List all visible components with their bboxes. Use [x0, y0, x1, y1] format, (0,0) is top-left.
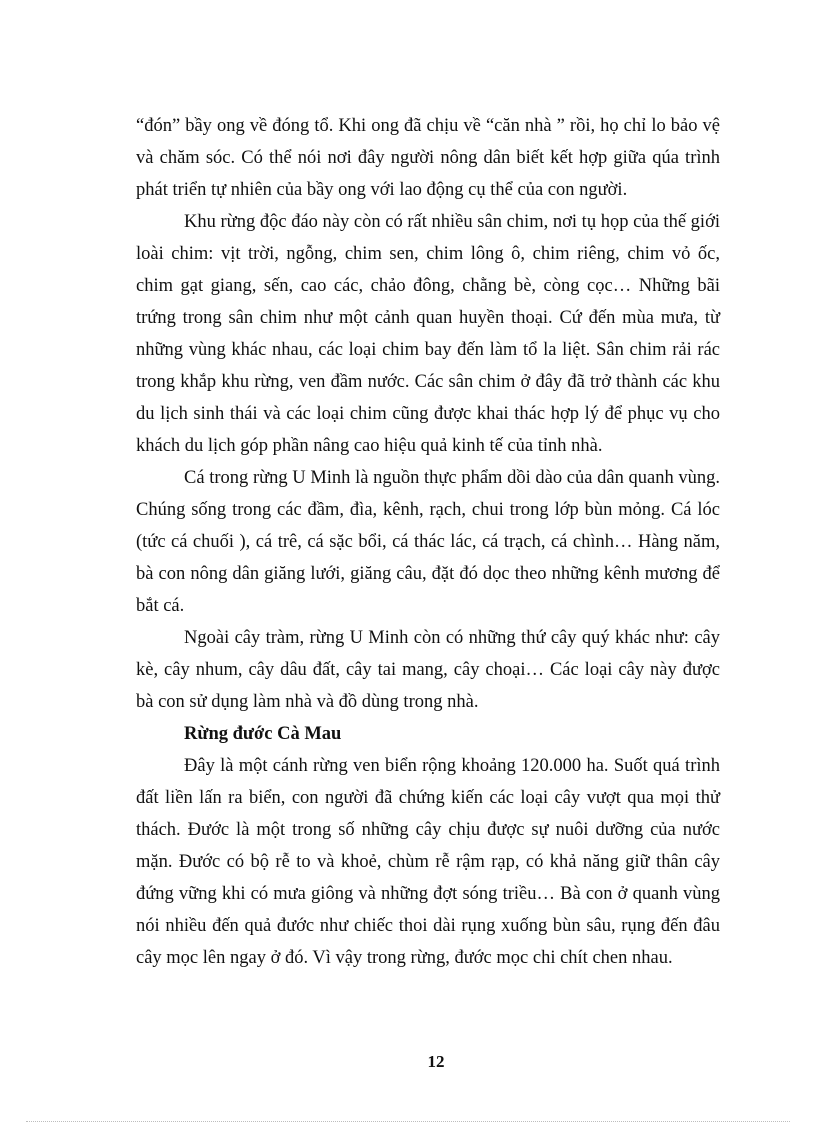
- paragraph-fish: Cá trong rừng U Minh là nguồn thực phẩm dồi dào của dân quanh vùng. Chúng sống trong các đầm, đìa, kênh, rạch, chui trong lớp bùn mỏng. Cá lóc (tức cá chuối ), cá trê, cá sặc bổi, cá thác lác, cá trạch, cá chình… Hàng năm, bà con nông dân giăng lưới, giăng câu, đặt đó dọc theo những kênh mương để bắt cá.: [136, 468, 720, 616]
- page-bottom-divider: [26, 1121, 790, 1122]
- section-heading: Rừng đước Cà Mau: [184, 724, 342, 744]
- paragraph-bees: “đón” bầy ong về đóng tổ. Khi ong đã chịu về “căn nhà ” rồi, họ chỉ lo bảo vệ và chăm sóc. Có thể nói nơi đây người nông dân biết kết hợp giữa qúa trình phát triển tự nhiên của bầy ong với lao động cụ thể của con người.: [136, 116, 720, 200]
- document-body: [136, 110, 720, 974]
- paragraph-trees: Ngoài cây tràm, rừng U Minh còn có những thứ cây quý khác như: cây kè, cây nhum, cây dâu đất, cây tai mang, cây choại… Các loại cây này được bà con sử dụng làm nhà và đồ dùng trong nhà.: [136, 628, 720, 712]
- paragraph-mangrove: Đây là một cánh rừng ven biển rộng khoảng 120.000 ha. Suốt quá trình đất liền lấn ra biển, con người đã chứng kiến các loại cây vượt qua mọi thử thách. Đước là một trong số những cây chịu được sự nuôi dưỡng của nước mặn. Đước có bộ rễ to và khoẻ, chùm rễ rậm rạp, có khả năng giữ thân cây đứng vững khi có mưa giông và những đợt sóng triều… Bà con ở quanh vùng nói nhiều đến quả đước như chiếc thoi dài rụng xuống bùn sâu, rụng đến đâu cây mọc lên ngay ở đó. Vì vậy trong rừng, đước mọc chi chít chen nhau.: [136, 756, 720, 968]
- paragraph-bird-sanctuaries: Khu rừng độc đáo này còn có rất nhiều sân chim, nơi tụ họp của thế giới loài chim: vịt trời, ngỗng, chim sen, chim lông ô, chim riêng, chim vỏ ốc, chim gạt giang, sến, cao các, chảo đông, chằng bè, còng cọc… Những bãi trứng trong sân chim như một cảnh quan huyền thoại. Cứ đến mùa mưa, từ những vùng khác nhau, các loại chim bay đến làm tổ la liệt. Sân chim rải rác trong khắp khu rừng, ven đầm nước. Các sân chim ở đây đã trở thành các khu du lịch sinh thái và các loại chim cũng được khai thác hợp lý để phục vụ cho khách du lịch góp phần nâng cao hiệu quả kinh tế của tỉnh nhà.: [136, 212, 720, 456]
- page-number: 12: [427, 1052, 445, 1071]
